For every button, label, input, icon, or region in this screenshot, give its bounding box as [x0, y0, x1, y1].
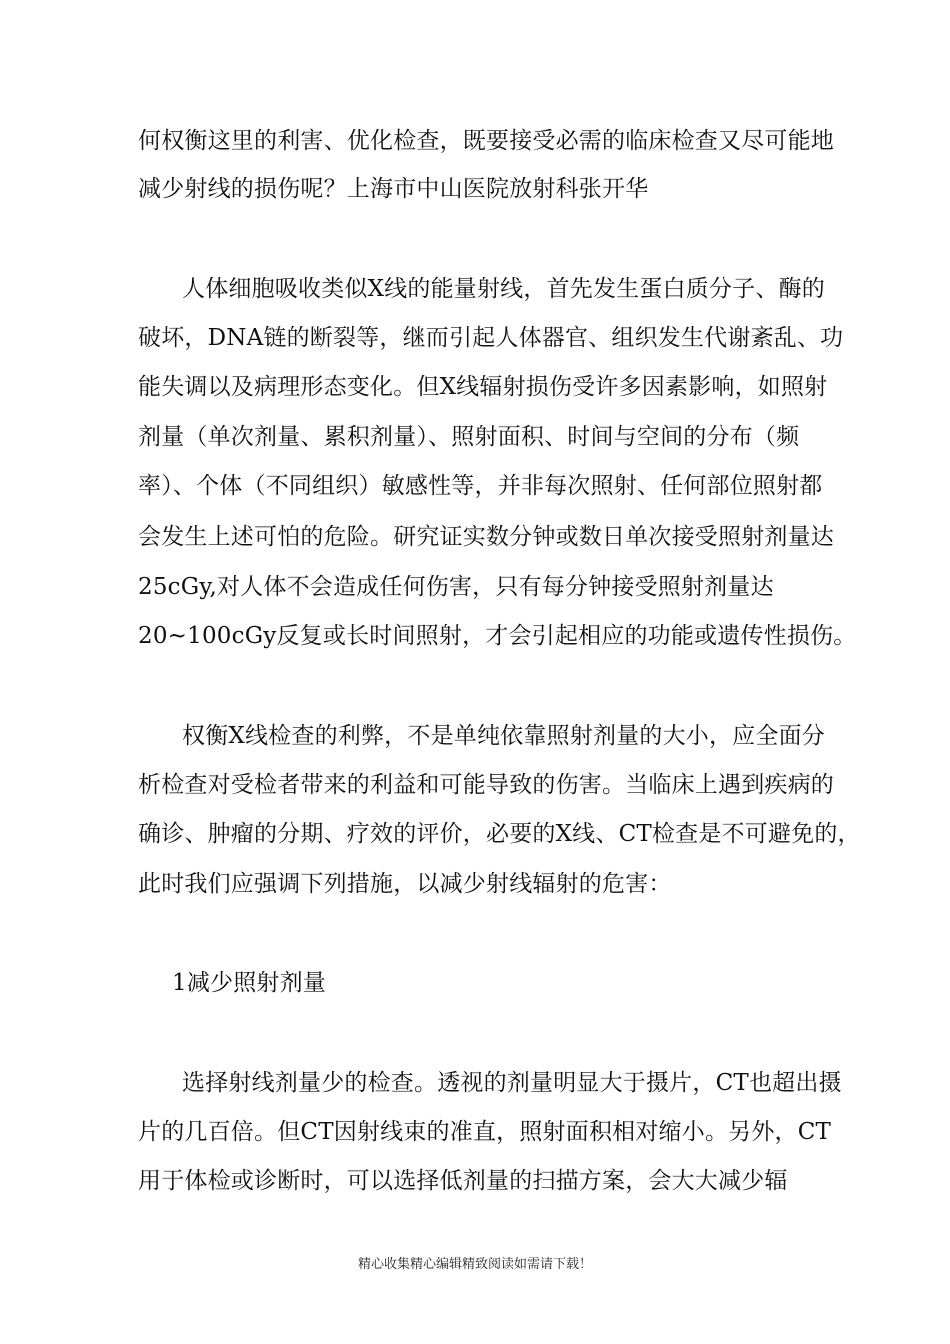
- text-line: 20~100cGy反复或长时间照射，才会引起相应的功能或遗传性损伤。: [138, 623, 857, 649]
- text-line: 率）、个体（不同组织）敏感性等，并非每次照射、任何部位照射都: [138, 473, 823, 499]
- text-line: 25cGy,对人体不会造成任何伤害，只有每分钟接受照射剂量达: [138, 574, 774, 600]
- text-line: 选择射线剂量少的检查。透视的剂量明显大于摄片，CT也超出摄: [182, 1070, 842, 1096]
- text-line: 用于体检或诊断时，可以选择低剂量的扫描方案，会大大减少辐: [138, 1168, 788, 1194]
- text-line: 何权衡这里的利害、优化检查，既要接受必需的临床检查又尽可能地: [138, 128, 834, 154]
- text-line: 此时我们应强调下列措施，以减少射线辐射的危害：: [138, 871, 672, 897]
- text-line: 确诊、肿瘤的分期、疗效的评价，必要的X线、CT检查是不可避免的，: [138, 821, 861, 847]
- text-line: 破坏，DNA链的断裂等，继而引起人体器官、组织发生代谢紊乱、功: [138, 325, 844, 351]
- text-line: 析检查对受检者带来的利益和可能导致的伤害。当临床上遇到疾病的: [138, 772, 834, 798]
- text-line: 减少射线的损伤呢？上海市中山医院放射科张开华: [138, 176, 649, 202]
- text-line: 剂量（单次剂量、累积剂量）、照射面积、时间与空间的分布（频: [138, 424, 800, 450]
- section-heading: 1减少照射剂量: [172, 970, 327, 996]
- page-footer: 精心收集精心编辑精致阅读如需请下载！: [357, 1257, 592, 1272]
- text-line: 片的几百倍。但CT因射线束的准直，照射面积相对缩小。另外，CT: [138, 1119, 832, 1145]
- text-line: 人体细胞吸收类似X线的能量射线，首先发生蛋白质分子、酶的: [182, 276, 825, 302]
- text-line: 会发生上述可怕的危险。研究证实数分钟或数日单次接受照射剂量达: [138, 524, 834, 550]
- text-line: 权衡X线检查的利弊，不是单纯依靠照射剂量的大小，应全面分: [182, 723, 825, 749]
- text-line: 能失调以及病理形态变化。但X线辐射损伤受许多因素影响，如照射: [138, 374, 828, 400]
